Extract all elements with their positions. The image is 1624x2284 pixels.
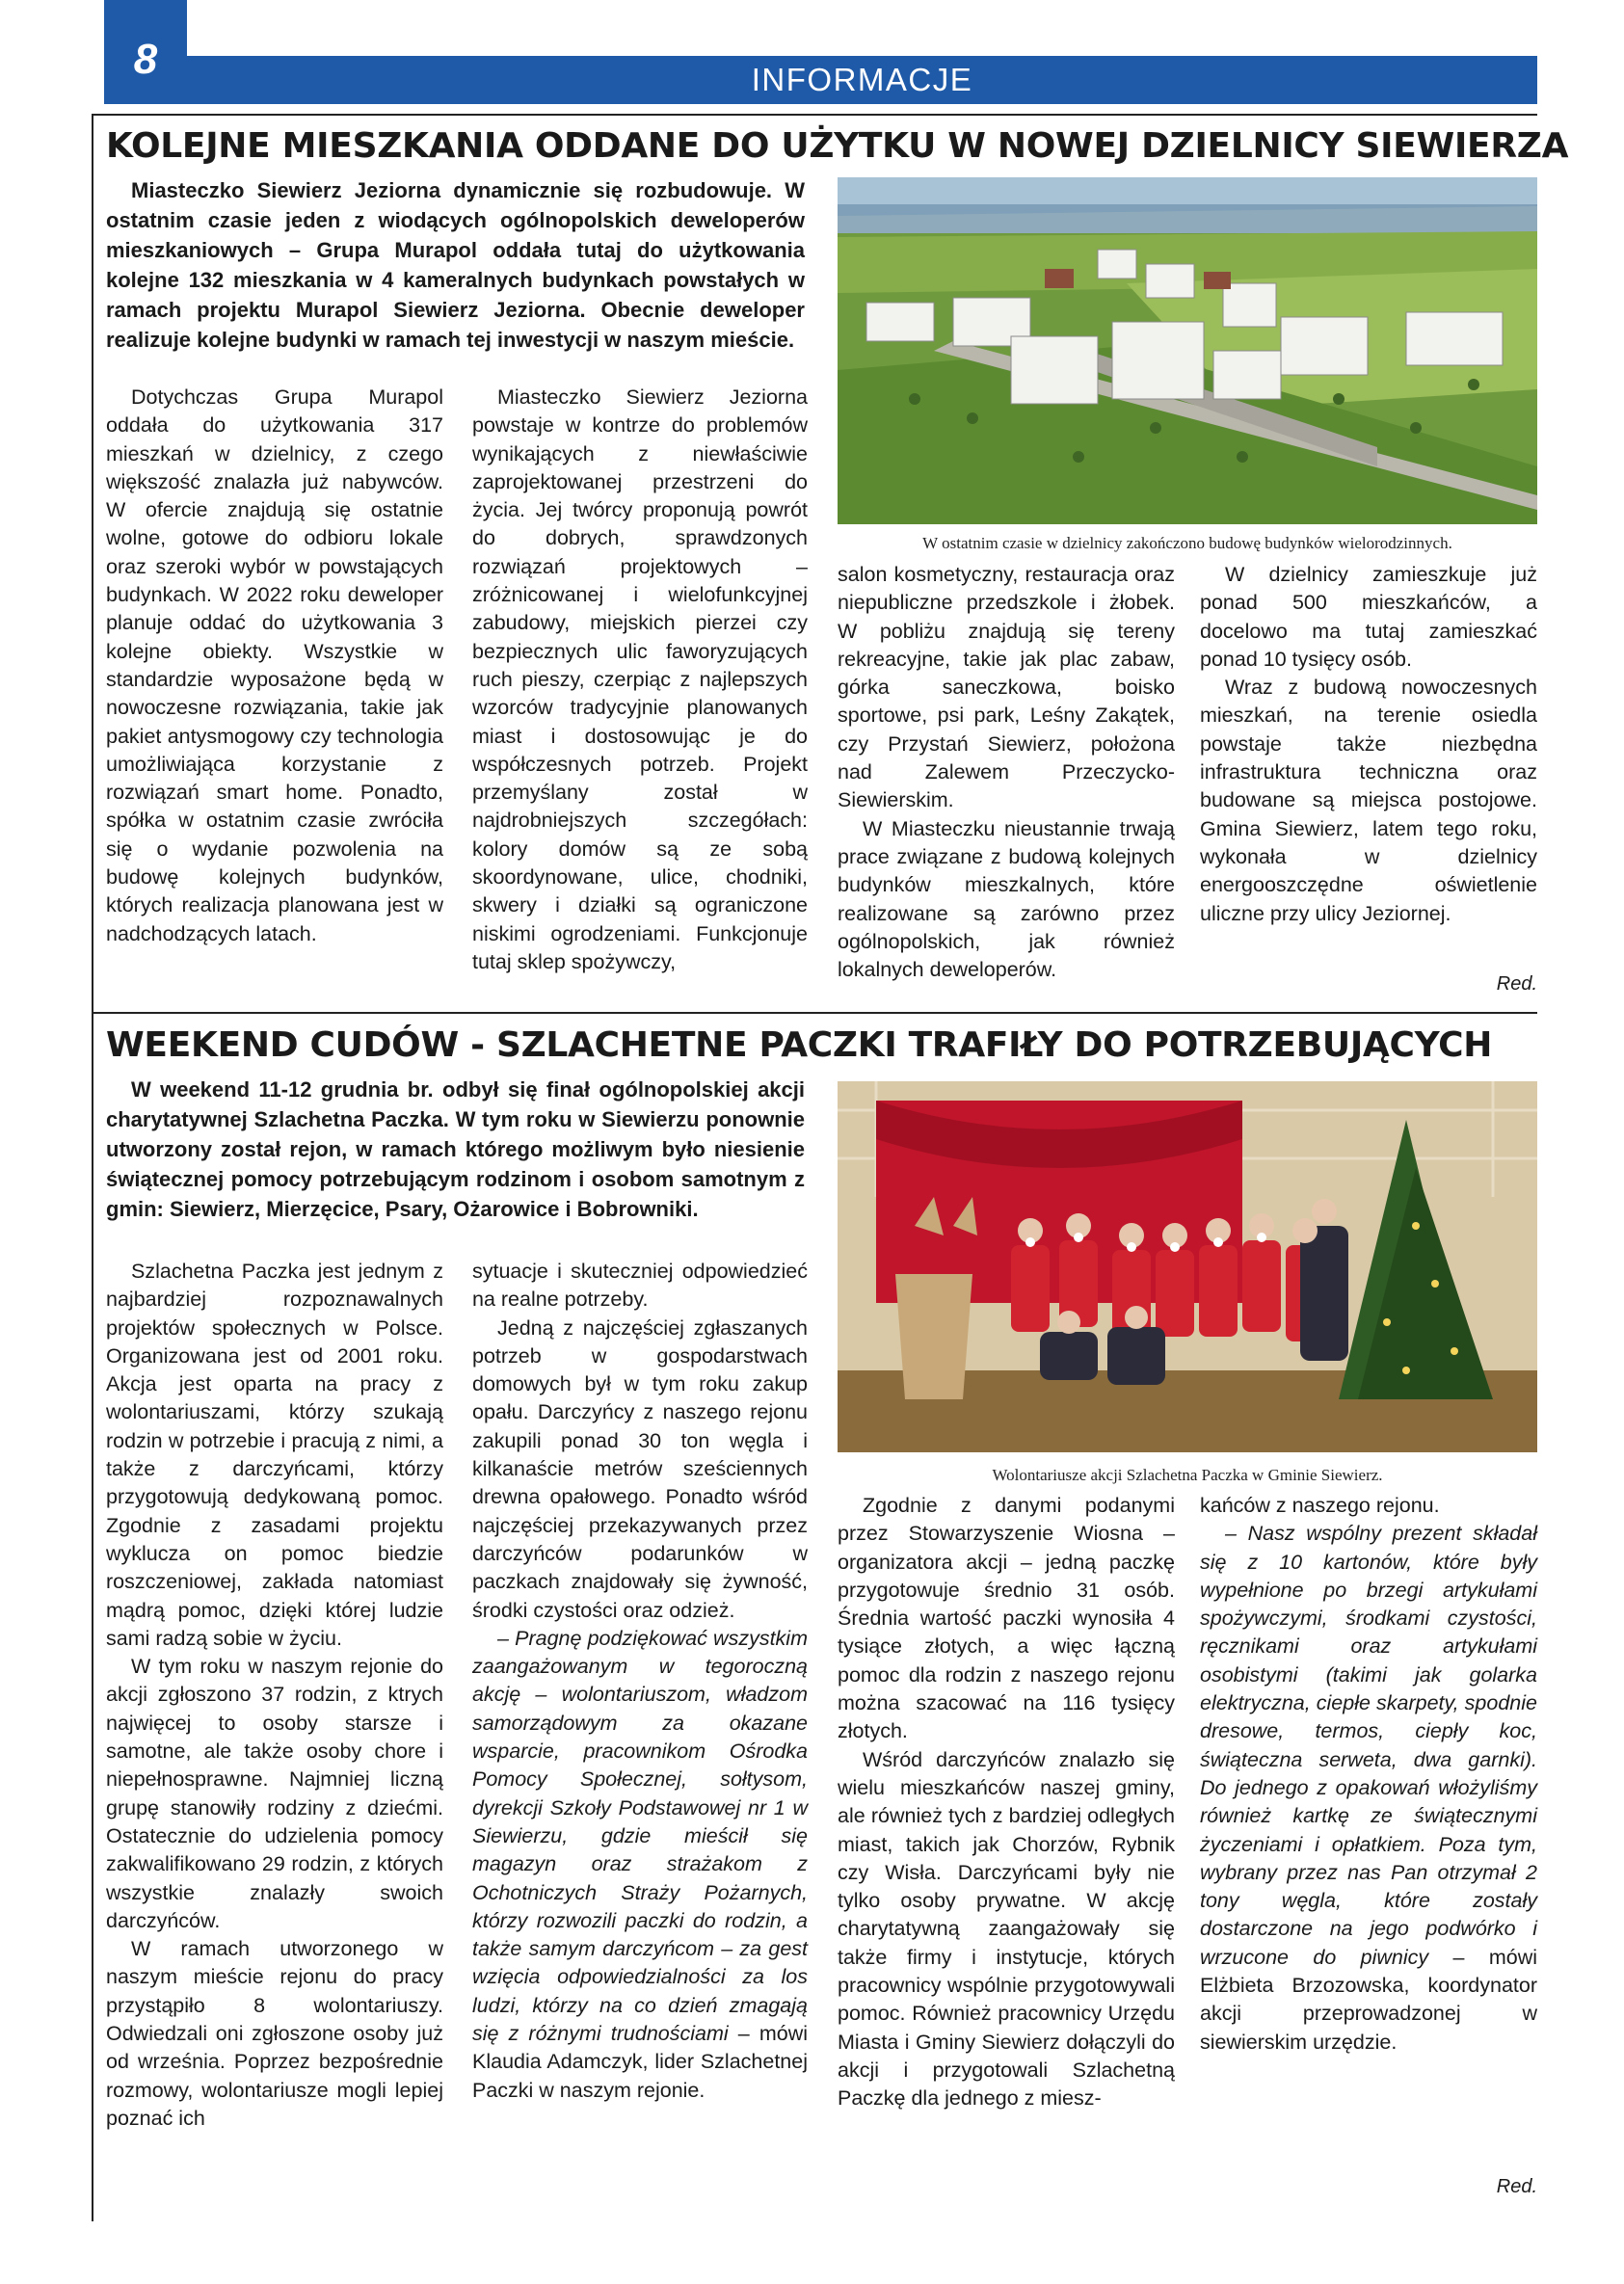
- article2-frame-top: [92, 1012, 1537, 1014]
- article2-col1-paragraph-2: W tym roku w naszym rejonie do akcji zgłoszono 37 rodzin, z ktrych najwięcej to osoby starsze i samotne, ale także osoby chore i niepełnosprawne. Najmniej liczną grupę stanowiły rodziny z dziećmi. Ostatecznie do udzielenia pomocy zakwalifikowano 29 rodzin, z których wszystkie znalazły swoich darczyńców.: [106, 1655, 443, 1932]
- article2-col1-paragraph-1: Szlachetna Paczka jest jednym z najbardziej rozpoznawalnych projektów społecznych w Polsce. Organizowana jest od 2001 roku. Akcja jest oparta na pracy z wolontariuszami, którzy szukają rodzin w potrzebie i pracują z nimi, a także z darczyńcami, którzy przygotowują dedykowaną pomoc. Zgodnie z zasadami projektu wyklucza on pomoc biedzie roszczeniowej, zakłada natomiast mądrą pomoc, dzięki której ludzie sami radzą sobie w życiu.: [106, 1260, 443, 1650]
- article1-headline: KOLEJNE MIESZKANIA ODDANE DO UŻYTKU W NOWEJ DZIELNICY SIEWIERZA: [106, 126, 1569, 166]
- article2-col1-paragraph-3: W ramach utworzonego w naszym mieście rejonu do pracy przystąpiło 8 wolontariuszy. Odwiedzali oni zgłoszone osoby już od września. Poprzez bezpośrednie rozmowy, wolontariusze mogli lepiej poznać ich: [106, 1937, 443, 2130]
- article2-col3-paragraph-1: Zgodnie z danymi podanymi przez Stowarzyszenie Wiosna – organizatora akcji – jedną paczkę przygotowuje średnio 31 osób. Średnia wartość paczki wynosiła 4 tysiące złotych, a więc łączną pomoc dla rodzin z naszego rejonu można szacować na 116 tysięcy złotych.: [838, 1494, 1175, 1743]
- article2-signature: Red.: [1496, 2176, 1537, 2197]
- article2-frame-left: [92, 1012, 93, 2221]
- article1-column-2: [472, 384, 808, 976]
- article1-signature: Red.: [1496, 973, 1537, 995]
- article2-col2-paragraph-1: sytuacje i skuteczniej odpowiedzieć na realne potrzeby.: [472, 1260, 808, 1312]
- article1-column-4: [1200, 561, 1537, 928]
- article1-photo-caption: W ostatnim czasie w dzielnicy zakończono budowę budynków wielorodzinnych.: [922, 534, 1452, 552]
- article2-column-4: [1200, 1492, 1537, 2057]
- section-title: INFORMACJE: [751, 62, 973, 97]
- page-number: 8: [133, 36, 158, 83]
- article1-col3-paragraph-1: salon kosmetyczny, restauracja oraz niepubliczne przedszkole i żłobek. W pobliżu znajdują się tereny rekreacyjne, takie jak plac zabaw, górka saneczkowa, boisko sportowe, psi park, Leśny Zakątek, czy Przystań Siewierz, położona nad Zalewem Przeczycko-Siewierskim.: [838, 563, 1175, 812]
- article2-col2-quote: – Pragnę podziękować wszystkim zaangażowanym w tegoroczną akcję – wolontariuszom, władzom samorządowym za okazane wsparcie, pracownikom Ośrodka Pomocy Społecznej, sołtysom, dyrekcji Szkoły Podstawowej nr 1 w Siewierzu, gdzie mieścił się magazyn oraz strażakom z Ochotniczych Straży Pożarnych, którzy rozwozili paczki do rodzin, a także samym darczyńcom – za gest wzięcia odpowiedzialności za los ludzi, którzy na co dzień zmagają się z różnymi trudnościami: [472, 1626, 808, 2046]
- article2-col4-quote: – Nasz wspólny prezent składał się z 10 kartonów, które były wypełnione po brzegi artykułami spożywczymi, środkami czystości, ręcznikami oraz artykułami osobistymi (takimi jak golarka elektryczna, ciepłe skarpety, spodnie dresowe, termos, ciepły koc, świąteczna serweta, dwa garnki). Do jednego z opakowań włożyliśmy również kartkę ze świątecznymi życzeniami i opłatkiem. Poza tym, wybrany przez nas Pan otrzymał 2 tony węgla, które zostały dostarczone na jego podwórko i wrzucone do piwnicy: [1200, 1522, 1537, 1969]
- article2-column-2: [472, 1258, 808, 2105]
- article1-frame-left: [92, 114, 93, 1012]
- article2-column-1: [106, 1258, 443, 2133]
- article1-col3-paragraph-2: W Miasteczku nieustannie trwają prace związane z budową kolejnych budynków mieszkalnych, które realizowane są zarówno przez ogólnopolskich, jak również lokalnych deweloperów.: [838, 816, 1175, 982]
- article2-headline: WEEKEND CUDÓW - SZLACHETNE PACZKI TRAFIŁY DO POTRZEBUJĄCYCH: [106, 1025, 1493, 1065]
- article1-col1-paragraph: Dotychczas Grupa Murapol oddała do użytkowania 317 mieszkań w dzielnicy, z czego większość znalazła już nabywców. W ofercie znajdują się ostatnie wolne, gotowe do odbioru lokale oraz szeroki wybór w powstających budynkach. W 2022 roku deweloper planuje oddać do użytkowania 3 kolejne obiekty. Wszystkie w standardzie wyposażone będą w nowoczesne rozwiązania, takie jak pakiet antysmogowy czy technologia umożliwiająca korzystanie z rozwiązań smart home. Ponadto, spółka w ostatnim czasie zwróciła się o wydanie pozwolenia na budowę kolejnych budynków, których realizacja planowana jest w nadchodzących latach.: [106, 385, 443, 945]
- article1-col4-paragraph-2: Wraz z budową nowoczesnych mieszkań, na terenie osiedla powstaje także niezbędna infrastruktura techniczna oraz budowane są miejsca postojowe. Gmina Siewierz, latem tego roku, wykonała w dzielnicy energooszczędne oświetlenie uliczne przy ulicy Jeziornej.: [1200, 676, 1537, 925]
- article2-col4-paragraph-2: [1200, 1520, 1537, 2057]
- article2-col2-attribution: – mówi Klaudia Adamczyk, lider Szlachetnej Paczki w naszym rejonie.: [472, 2022, 808, 2102]
- article2-volunteers-photo: [838, 1081, 1537, 1452]
- article1-aerial-photo: [838, 177, 1537, 524]
- article2-lead: W weekend 11-12 grudnia br. odbył się finał ogólnopolskiej akcji charytatywnej Szlachetna Paczka. W tym roku w Siewierzu ponownie utworzony został rejon, w ramach którego możliwym było niesienie świątecznej pomocy potrzebującym rodzinom i osobom samotnym z gmin: Siewierz, Mierzęcice, Psary, Ożarowice i Bobrowniki.: [106, 1077, 805, 1221]
- article1-column-1: [106, 384, 443, 948]
- article2-column-3: [838, 1492, 1175, 2113]
- article2-col3-paragraph-2: Wśród darczyńców znalazło się wielu mieszkańców naszej gminy, ale również tych z bardziej odległych miast, takich jak Chorzów, Rybnik czy Wisła. Darczyńcami były nie tylko osoby prywatne. W akcję charytatywną zaangażowały się także firmy i instytucje, których pracownicy wspólnie przygotowywali pomoc. Również pracownicy Urzędu Miasta i Gminy Siewierz dołączyli do akcji i przygotowali Szlachetną Paczkę dla jednego z miesz-: [838, 1747, 1175, 2111]
- article2-col2-paragraph-3: [472, 1625, 808, 2105]
- article2-col4-paragraph-1: kańców z naszego rejonu.: [1200, 1494, 1440, 1517]
- article1-col4-paragraph-1: W dzielnicy zamieszkuje już ponad 500 mieszkańców, a docelowo ma tutaj zamieszkać ponad 10 tysięcy osób.: [1200, 563, 1537, 671]
- article1-col2-paragraph: Miasteczko Siewierz Jeziorna powstaje w kontrze do problemów wynikających z niewłaściwie zaprojektowanej przestrzeni do życia. Jej twórcy proponują powrót do dobrych, sprawdzonych rozwiązań projektowych – zróżnicowanej i wielofunkcyjnej zabudowy, miejskich pierzei czy bezpiecznych ulic faworyzujących ruch pieszy, czerpiąc z najlepszych wzorców tradycyjnie planowanych miast i dostosowując je do współczesnych potrzeb. Projekt przemyślany został w najdrobniejszych szczegółach: kolory domów są ze sobą skoordynowane, ulice, chodniki, skwery i działki są ograniczone niskimi ogrodzeniami. Funkcjonuje tutaj sklep spożywczy,: [472, 385, 808, 973]
- article1-column-3: [838, 561, 1175, 984]
- article1-frame-top: [92, 114, 1537, 116]
- article2-col4-attribution: – mówi Elżbieta Brzozowska, koordynator akcji przeprowadzonej w siewierskim urzędzie.: [1200, 1945, 1538, 2054]
- article2-photo-caption: Wolontariusze akcji Szlachetna Paczka w Gminie Siewierz.: [992, 1466, 1383, 1484]
- article1-lead: Miasteczko Siewierz Jeziorna dynamicznie się rozbudowuje. W ostatnim czasie jeden z wiodących ogólnopolskich deweloperów mieszkaniowych – Grupa Murapol oddała tutaj do użytkowania kolejne 132 mieszkania w 4 kameralnych budynkach powstałych w ramach projektu Murapol Siewierz Jeziorna. Obecnie deweloper realizuje kolejne budynki w ramach tej inwestycji w naszym mieście.: [106, 178, 805, 352]
- article2-col2-paragraph-2: Jedną z najczęściej zgłaszanych potrzeb w gospodarstwach domowych był w tym roku zakup opału. Darczyńcy z naszego rejonu zakupili ponad 30 ton węgla i kilkanaście metrów sześciennych drewna opałowego. Ponadto wśród najczęściej przekazywanych przez darczyńców podarunków w paczkach znajdowały się żywność, środki czystości oraz odzież.: [472, 1315, 808, 1622]
